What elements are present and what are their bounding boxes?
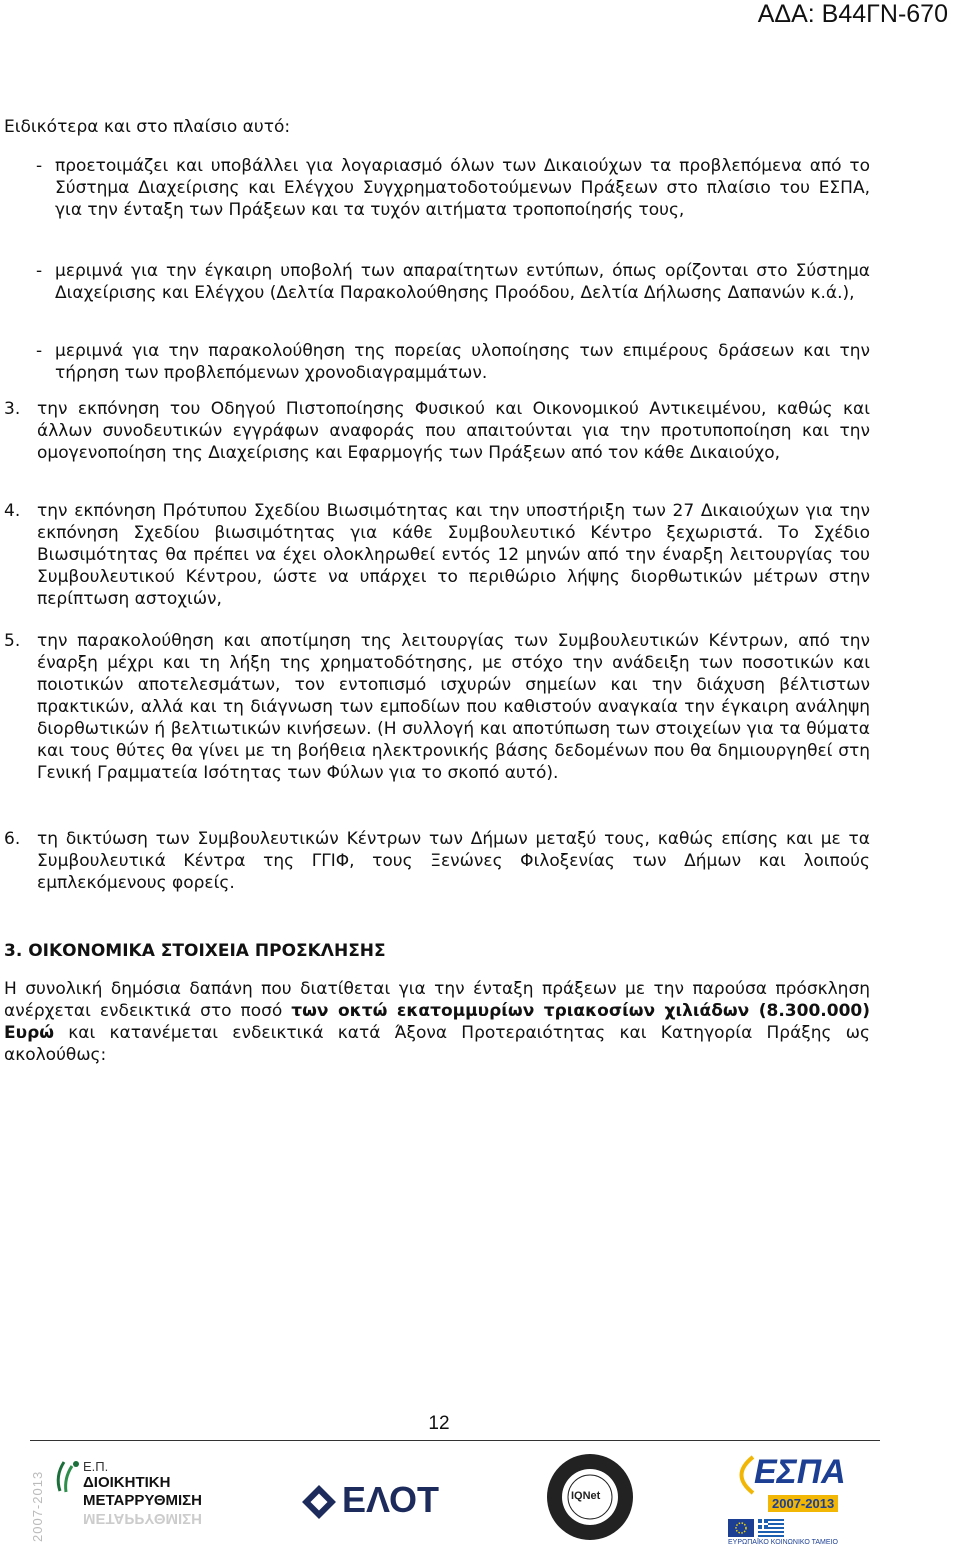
ep-line1: ΔΙΟΙΚΗΤΙΚΗ — [83, 1474, 171, 1491]
item-number: 3. — [4, 399, 21, 419]
bullet-marker: - — [36, 156, 43, 176]
list-item: την εκπόνηση Πρότυπου Σχεδίου Βιωσιμότητας και την υποστήριξη των 27 Δικαιούχων για την εκπόνηση Σχεδίου βιωσιμότητας για κάθε Συμβουλευτικό Κέντρο ξεχωριστά. Το Σχέδιο Βιωσιμότητας θα πρέπει να έχει ολοκληρωθεί εντός 12 μηνών από την έναρξη λειτουργίας του Συμβουλευτικού Κέντρου, ώστε να υπάρχει το περιθώριο λήψης διορθωτικών μέτρων στην περίπτωση αστοχιών, — [37, 501, 870, 609]
eu-flag-icon — [728, 1519, 754, 1537]
espa-text: ΕΣΠΑ — [754, 1453, 846, 1491]
list-item: τη δικτύωση των Συμβουλευτικών Κέντρων των Δήμων μεταξύ τους, καθώς επίσης και με τα Συμβουλευτικά Κέντρα της ΓΓΙΦ, τους Ξενώνες Φιλοξενίας των Δήμων και λοιπούς εμπλεκόμενους φορείς. — [37, 829, 870, 893]
greek-flag-icon — [758, 1519, 784, 1537]
page-number: 12 — [428, 1413, 450, 1434]
list-item: την παρακολούθηση και αποτίμηση της λειτουργίας των Συμβουλευτικών Κέντρων, από την έναρξη μέχρι και τη λήξη της χρηματοδότησης, με στόχο την ανάδειξη των ποσοτικών και ποιοτικών αποτελεσμάτων, τον εντοπισμό ισχυρών σημείων και την διάχυση βέλτιστων πρακτικών, αλλά και τη διάγνωση των εμποδίων που καθιστούν αναγκαία την έγκαιρη ανάληψη διορθωτικών ή βελτιωτικών κινήσεων. (Η συλλογή και αποτύπωση των στοιχείων για τα θύματα και τους θύτες θα γίνει με τη βοήθεια ηλεκτρονικής βάσης δεδομένων που θα δημιουργηθεί στη Γενική Γραμματεία Ισότητας των Φύλων για το σκοπό αυτό). — [37, 631, 870, 783]
elot-logo — [300, 1479, 460, 1523]
ep-line2-reflection: ΜΕΤΑΡΡΥΘΜΙΣΗ — [83, 1510, 202, 1527]
section-heading: 3. ΟΙΚΟΝΟΜΙΚΑ ΣΤΟΙΧΕΙΑ ΠΡΟΣΚΛΗΣΗΣ — [4, 941, 386, 961]
certification-seal — [545, 1452, 635, 1542]
bullet-marker: - — [36, 261, 43, 281]
item-number: 5. — [4, 631, 21, 651]
item-number: 6. — [4, 829, 21, 849]
item-number: 4. — [4, 501, 21, 521]
ep-line2: ΜΕΤΑΡΡΥΘΜΙΣΗ — [83, 1492, 202, 1509]
espa-logo — [728, 1453, 863, 1549]
elot-text: ΕΛΟΤ — [342, 1479, 440, 1520]
bullet-item: προετοιμάζει και υποβάλλει για λογαριασμό όλων των Δικαιούχων τα προβλεπόμενα από το Σύστημα Διαχείρισης και Ελέγχου Συγχρηματοδοτούμενων Πράξεων στο πλαίσιο του ΕΣΠΑ, για την ένταξη των Πράξεων και τα τυχόν αιτήματα τροποποίησής τους, — [55, 156, 870, 220]
espa-arc-icon — [728, 1455, 758, 1495]
bullet-item: μεριμνά για την έγκαιρη υποβολή των απαραίτητων εντύπων, όπως ορίζονται στο Σύστημα Διαχείρισης και Ελέγχου (Δελτία Παρακολούθησης Προόδου, Δελτία Δήλωσης Δαπανών κ.ά.), — [55, 261, 870, 303]
intro-text: Ειδικότερα και στο πλαίσιο αυτό: — [4, 117, 291, 137]
financial-text-1: Η συνολική δημόσια δαπάνη που διατίθεται για την ένταξη πράξεων με την παρούσα πρόσκληση ανέρχεται ενδεικτικά στο ποσό — [4, 979, 870, 1021]
ep-logo — [30, 1454, 230, 1550]
bullet-item: μεριμνά για την παρακολούθηση της πορείας υλοποίησης των επιμέρους δράσεων και την τήρηση των προβλεπόμενων χρονοδιαγραμμάτων. — [55, 341, 870, 383]
financial-text-2: και κατανέμεται ενδεικτικά κατά Άξονα Προτεραιότητας και Κατηγορία Πράξης ως ακολούθως: — [4, 1023, 870, 1065]
elot-diamond-icon — [300, 1483, 338, 1521]
iqnet-text: IQNet — [571, 1490, 601, 1502]
espa-subtitle: ΕΥΡΩΠΑΪΚΟ ΚΟΙΝΩΝΙΚΟ ΤΑΜΕΙΟ — [728, 1539, 838, 1546]
espa-years: 2007-2013 — [768, 1495, 838, 1512]
footer-rule — [30, 1440, 880, 1441]
financial-amount: των οκτώ εκατομμυρίων τριακοσίων χιλιάδων (8.300.000) Ευρώ — [4, 1001, 870, 1043]
ep-prefix: Ε.Π. — [83, 1459, 109, 1474]
ada-header: ΑΔΑ: Β44ΓΝ-670 — [757, 0, 948, 28]
financial-paragraph — [4, 978, 870, 1066]
ep-years: 2007-2013 — [30, 1470, 45, 1542]
list-item: την εκπόνηση του Οδηγού Πιστοποίησης Φυσικού και Οικονομικού Αντικειμένου, καθώς και άλλων συνοδευτικών εγγράφων αναφοράς που απαιτούνται για την προτυποποίηση και την ομογενοποίηση της Διαχείρισης και Εφαρμογής των Πράξεων από τον κάθε Δικαιούχο, — [37, 399, 870, 463]
bullet-marker: - — [36, 341, 43, 361]
footer-logos — [0, 1450, 960, 1550]
